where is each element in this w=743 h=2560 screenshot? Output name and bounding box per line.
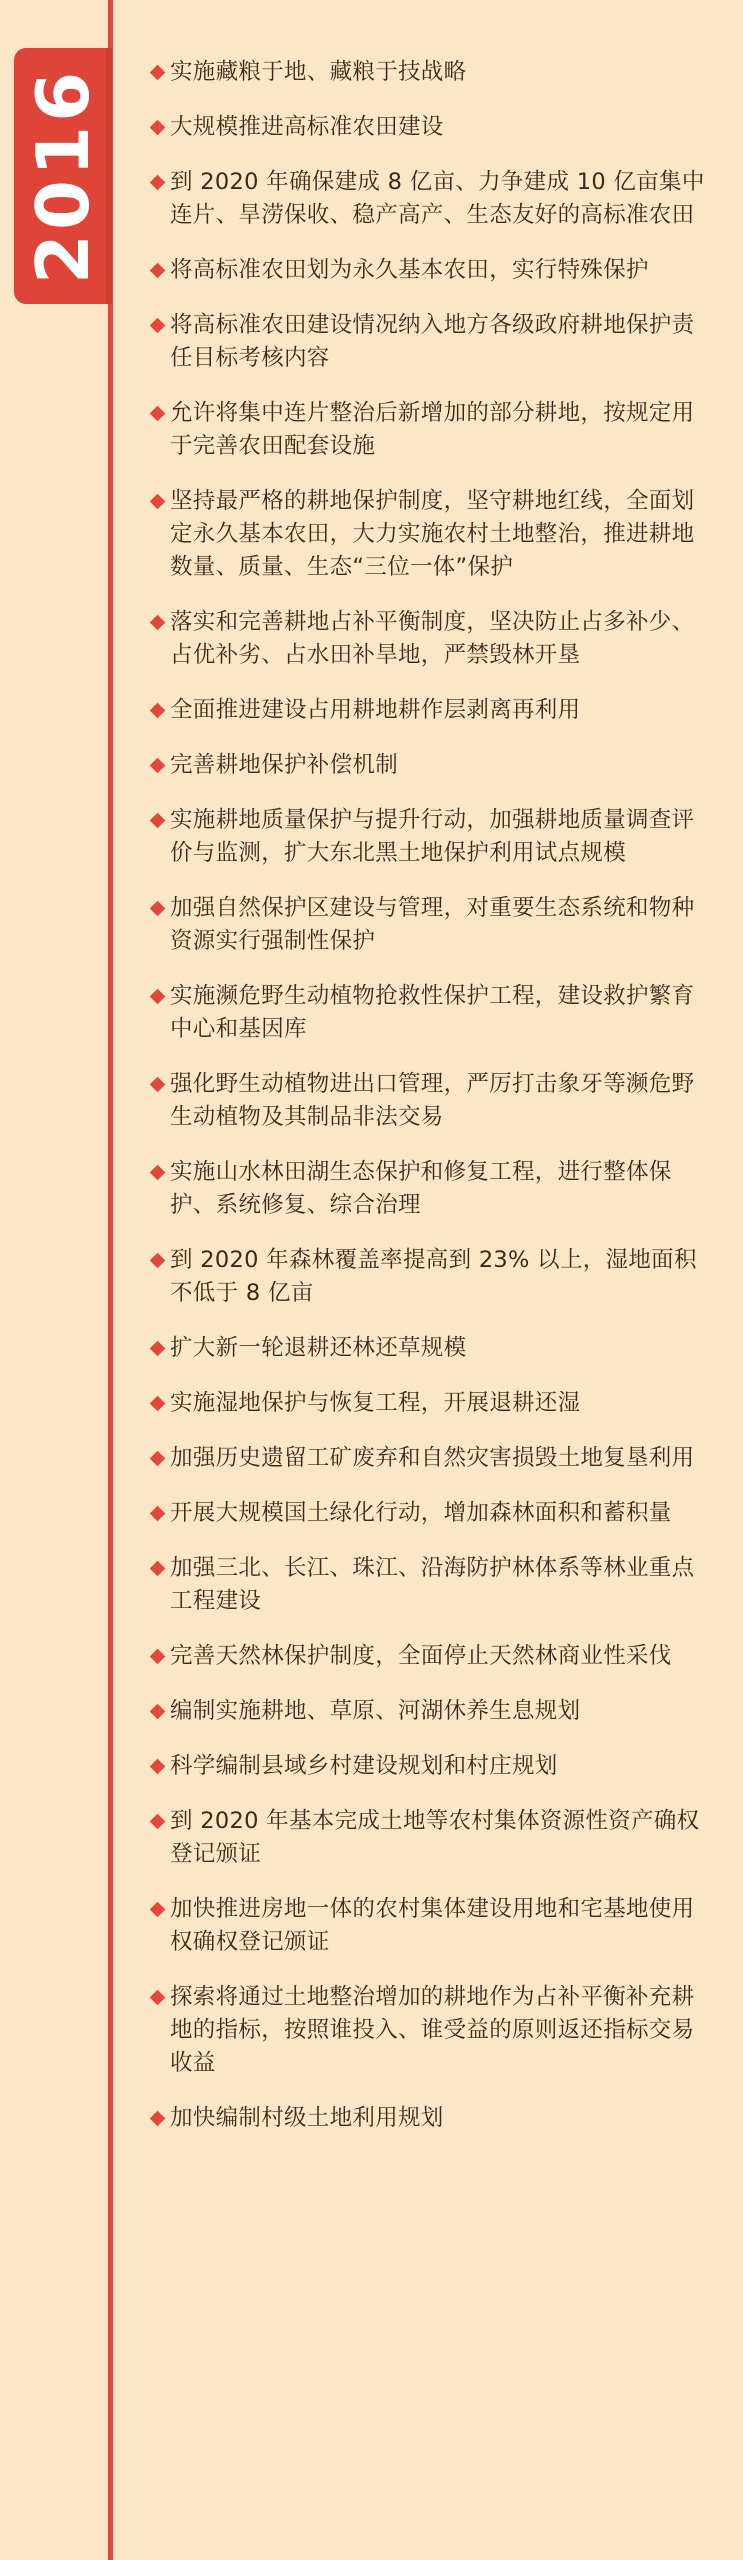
list-item bbox=[150, 111, 716, 144]
list-item-text: 加快推进房地一体的农村集体建设用地和宅基地使用权确权登记颁证 bbox=[170, 1896, 695, 1955]
list-item bbox=[150, 804, 716, 870]
list-item bbox=[150, 1332, 716, 1365]
diamond-bullet-icon bbox=[150, 263, 166, 279]
list-item-text: 加强自然保护区建设与管理，对重要生态系统和物种资源实行强制性保护 bbox=[170, 895, 695, 954]
diamond-bullet-icon bbox=[150, 175, 166, 191]
diamond-bullet-icon bbox=[150, 1506, 166, 1522]
list-item-text: 科学编制县域乡村建设规划和村庄规划 bbox=[170, 1753, 558, 1779]
list-item bbox=[150, 892, 716, 958]
list-item bbox=[150, 606, 716, 672]
list-item-text: 完善耕地保护补偿机制 bbox=[170, 752, 399, 778]
list-item bbox=[150, 694, 716, 727]
list-item-text: 加强三北、长江、珠江、沿海防护林体系等林业重点工程建设 bbox=[170, 1555, 695, 1614]
list-item-text: 将高标准农田建设情况纳入地方各级政府耕地保护责任目标考核内容 bbox=[170, 312, 695, 371]
list-item-text: 实施山水林田湖生态保护和修复工程，进行整体保护、系统修复、综合治理 bbox=[170, 1159, 672, 1218]
list-item bbox=[150, 1387, 716, 1420]
diamond-bullet-icon bbox=[150, 1341, 166, 1357]
diamond-bullet-icon bbox=[150, 1704, 166, 1720]
list-item bbox=[150, 1981, 716, 2080]
list-item bbox=[150, 254, 716, 287]
list-item bbox=[150, 1893, 716, 1959]
list-item-text: 实施濒危野生动植物抢救性保护工程，建设救护繁育中心和基因库 bbox=[170, 983, 695, 1042]
diamond-bullet-icon bbox=[150, 1814, 166, 1830]
diamond-bullet-icon bbox=[150, 406, 166, 422]
list-item-text: 实施湿地保护与恢复工程，开展退耕还湿 bbox=[170, 1390, 581, 1416]
diamond-bullet-icon bbox=[150, 901, 166, 917]
list-item-text: 实施藏粮于地、藏粮于技战略 bbox=[170, 59, 467, 85]
list-item bbox=[150, 1244, 716, 1310]
year-label: 2016 bbox=[21, 67, 106, 285]
list-item bbox=[150, 56, 716, 89]
list-item bbox=[150, 1805, 716, 1871]
list-item-text: 加强历史遗留工矿废弃和自然灾害损毁土地复垦利用 bbox=[170, 1445, 695, 1471]
diamond-bullet-icon bbox=[150, 1165, 166, 1181]
diamond-bullet-icon bbox=[150, 65, 166, 81]
list-item-text: 到 2020 年森林覆盖率提高到 23% 以上，湿地面积不低于 8 亿亩 bbox=[170, 1247, 697, 1306]
diamond-bullet-icon bbox=[150, 1077, 166, 1093]
diamond-bullet-icon bbox=[150, 318, 166, 334]
list-item bbox=[150, 1497, 716, 1530]
list-item-text: 允许将集中连片整治后新增加的部分耕地，按规定用于完善农田配套设施 bbox=[170, 400, 695, 459]
list-item-text: 探索将通过土地整治增加的耕地作为占补平衡补充耕地的指标，按照谁投入、谁受益的原则返还指标交易收益 bbox=[170, 1984, 695, 2076]
policy-list bbox=[150, 56, 716, 2157]
list-item bbox=[150, 397, 716, 463]
diamond-bullet-icon bbox=[150, 1561, 166, 1577]
diamond-bullet-icon bbox=[150, 989, 166, 1005]
diamond-bullet-icon bbox=[150, 1451, 166, 1467]
list-item-text: 到 2020 年确保建成 8 亿亩、力争建成 10 亿亩集中连片、旱涝保收、稳产高产、生态友好的高标准农田 bbox=[170, 169, 705, 228]
list-item-text: 强化野生动植物进出口管理，严厉打击象牙等濒危野生动植物及其制品非法交易 bbox=[170, 1071, 695, 1130]
diamond-bullet-icon bbox=[150, 813, 166, 829]
list-item-text: 编制实施耕地、草原、河湖休养生息规划 bbox=[170, 1698, 581, 1724]
list-item bbox=[150, 309, 716, 375]
diamond-bullet-icon bbox=[150, 494, 166, 510]
diamond-bullet-icon bbox=[150, 1902, 166, 1918]
list-item bbox=[150, 1442, 716, 1475]
list-item-text: 实施耕地质量保护与提升行动，加强耕地质量调查评价与监测，扩大东北黑土地保护利用试点规模 bbox=[170, 807, 695, 866]
list-item bbox=[150, 1640, 716, 1673]
list-item bbox=[150, 1552, 716, 1618]
diamond-bullet-icon bbox=[150, 120, 166, 136]
diamond-bullet-icon bbox=[150, 2111, 166, 2127]
list-item bbox=[150, 1068, 716, 1134]
list-item-text: 扩大新一轮退耕还林还草规模 bbox=[170, 1335, 467, 1361]
list-item bbox=[150, 980, 716, 1046]
list-item-text: 将高标准农田划为永久基本农田，实行特殊保护 bbox=[170, 257, 649, 283]
list-item bbox=[150, 1156, 716, 1222]
list-item-text: 落实和完善耕地占补平衡制度，坚决防止占多补少、占优补劣、占水田补旱地，严禁毁林开垦 bbox=[170, 609, 695, 668]
diamond-bullet-icon bbox=[150, 1990, 166, 2006]
list-item bbox=[150, 1695, 716, 1728]
list-item-text: 加快编制村级土地利用规划 bbox=[170, 2105, 444, 2131]
list-item bbox=[150, 749, 716, 782]
list-item-text: 坚持最严格的耕地保护制度，坚守耕地红线，全面划定永久基本农田，大力实施农村土地整治，推进耕地数量、质量、生态“三位一体”保护 bbox=[170, 488, 695, 580]
diamond-bullet-icon bbox=[150, 1649, 166, 1665]
list-item-text: 到 2020 年基本完成土地等农村集体资源性资产确权登记颁证 bbox=[170, 1808, 700, 1867]
diamond-bullet-icon bbox=[150, 1759, 166, 1775]
year-badge bbox=[14, 48, 112, 304]
diamond-bullet-icon bbox=[150, 703, 166, 719]
list-item bbox=[150, 2102, 716, 2135]
list-item bbox=[150, 485, 716, 584]
diamond-bullet-icon bbox=[150, 1253, 166, 1269]
list-item-text: 全面推进建设占用耕地耕作层剥离再利用 bbox=[170, 697, 581, 723]
list-item bbox=[150, 166, 716, 232]
diamond-bullet-icon bbox=[150, 758, 166, 774]
diamond-bullet-icon bbox=[150, 1396, 166, 1412]
diamond-bullet-icon bbox=[150, 615, 166, 631]
list-item-text: 开展大规模国土绿化行动，增加森林面积和蓄积量 bbox=[170, 1500, 672, 1526]
list-item bbox=[150, 1750, 716, 1783]
list-item-text: 完善天然林保护制度，全面停止天然林商业性采伐 bbox=[170, 1643, 672, 1669]
list-item-text: 大规模推进高标准农田建设 bbox=[170, 114, 444, 140]
timeline-line bbox=[108, 0, 113, 2560]
